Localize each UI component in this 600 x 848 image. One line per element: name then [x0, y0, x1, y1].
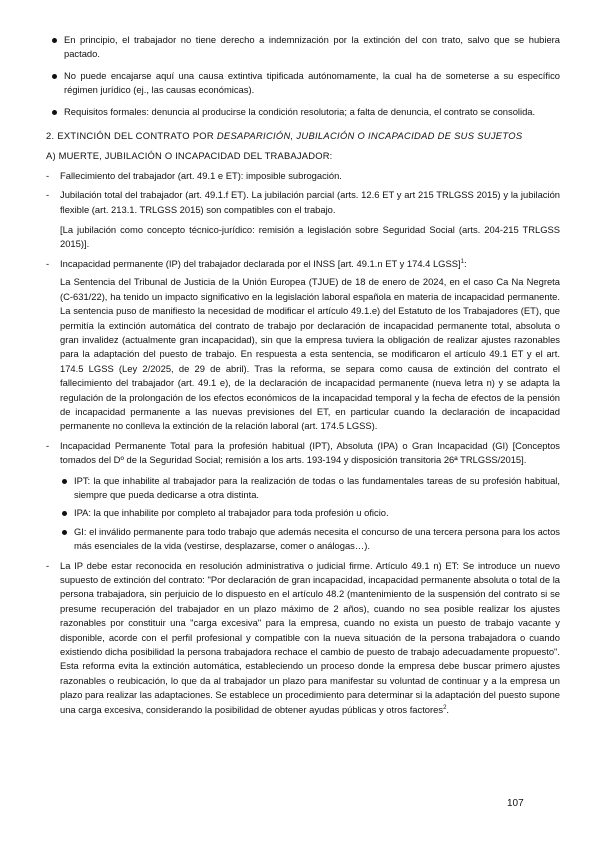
item-permanent-incapacity [46, 257, 560, 434]
item-ip-types [46, 439, 560, 554]
dash-mark: - [46, 439, 50, 451]
item-retirement-note: [La jubilación como concepto técnico-jurídico: remisión a legislación sobre Seguridad Social (arts. 204-215 TRLGSS 2015)]. [60, 224, 560, 250]
item-retirement-text: Jubilación total del trabajador (art. 49.1.f ET). La jubilación parcial (arts. 12.6 ET y art 215 TRLGSS 2015) y la jubilación flexible (art. 213.1. TRLGSS 2015) son compatibles con el trabajo. [60, 189, 560, 215]
footnote-ref-1[interactable]: 1 [460, 258, 464, 265]
dash-mark: - [46, 257, 50, 269]
section-heading-prefix: 2. EXTINCIÓN DEL CONTRATO POR [46, 130, 217, 142]
page-content [46, 33, 560, 722]
dash-mark: - [46, 559, 50, 571]
ip-intro-text: Incapacidad permanente (IP) del trabajador declarada por el INSS [art. 49.1.n ET y 174.4 LGSS] [60, 257, 461, 269]
item-ip-recognition-text [60, 559, 560, 717]
bullet-no-indemnity: En principio, el trabajador no tiene derecho a indemnización por la extinción del con trato, salvo que se hubiera pactado. [46, 33, 560, 62]
dash-mark: - [46, 189, 50, 201]
bullet-formal-requirements: Requisitos formales: denuncia al producirse la condición resolutoria; a falta de denuncia, el contrato se consolida. [46, 105, 560, 119]
ip-types-bullet-list [60, 474, 560, 554]
item-ip-recognition [46, 559, 560, 717]
ip-recognition-end: . [446, 703, 450, 715]
footnote-ref-2[interactable]: 2 [443, 704, 447, 711]
bullet-ipt: IPT: la que inhabilite al trabajador para la realización de todas o las fundamentales tareas de su profesión habitual, siempre que pueda dedicarse a otra distinta. [60, 474, 560, 503]
dash-mark: - [46, 169, 50, 181]
bullet-ipa: IPA: la que inhabilite por completo al trabajador para toda profesión u oficio. [60, 506, 560, 520]
page-number: 107 [507, 798, 524, 809]
ip-intro-end: : [463, 257, 467, 269]
top-bullet-list [46, 33, 560, 119]
item-ip-types-text: Incapacidad Permanente Total para la profesión habitual (IPT), Absoluta (IPA) o Gran Incapacidad (GI) [Conceptos tomados del Dº de la Seguridad Social; remisión a los arts. 193-194 y disposición transitoria 26ª TRLGSS/2015]. [60, 439, 560, 466]
item-retirement [46, 188, 560, 252]
ip-recognition-body: La IP debe estar reconocida en resolución administrativa o judicial firme. Artículo 49.1 n) ET: Se introduce un nuevo supuesto de extinción del contrato: "Por declaración de gran incapacidad, incapacidad permanente absoluta o total de la persona trabajadora, sin perjuicio de lo dispuesto en el artículo 48.2 (mantenimiento de la suspensión del contrato si se presume recuperación del trabajador en un plazo máximo de 2 años), cuando no sea posible realizar los ajustes razonables por constituir una "carga excesiva" para la empresa, cuando no exista un puesto de trabajo vacante y disponible, acorde con el perfil profesional y compatible con la nueva situación de la persona trabajadora o cuando existiendo dicha posibilidad la persona trabajadora rechace el cambio de puesto de trabajo adecuadamente propuesto". Esta reforma evita la extinción automática, estableciendo un proceso donde la empresa debe buscar primero ajustes razonables o reubicación, lo que da al trabajador un plazo para manifestar su voluntad de continuar y a la empresa un plazo para realizar las adaptaciones. Se establece un procedimiento para determinar si la adaptación del puesto supone una carga excesiva, considerando la posibilidad de obtener ayudas públicas y otros factores [60, 559, 561, 715]
bullet-gi: GI: el inválido permanente para todo trabajo que además necesita el concurso de una tercera persona para los actos más esenciales de la vida (vestirse, desplazarse, comer o análogas…). [60, 525, 560, 554]
section-heading [46, 129, 560, 143]
section-heading-italic: DESAPARICIÓN, JUBILACIÓN O INCAPACIDAD DE SUS SUJETOS [216, 130, 523, 142]
item-death [46, 169, 560, 183]
item-ip-intro [60, 257, 560, 271]
bullet-no-autonomous-cause: No puede encajarse aquí una causa extintiva tipificada autónomamente, la cual ha de someterse a su específico régimen jurídico (ej., las causas económicas). [46, 69, 560, 98]
item-ip-paragraph: La Sentencia del Tribunal de Justicia de la Unión Europea (TJUE) de 18 de enero de 2024, en el caso Ca Na Negreta (C-631/22), ha tenido un impacto significativo en la legislación laboral española en materia de incapacidad permanente. La sentencia puso de manifiesto la necesidad de modificar el artículo 49.1.e) del Estatuto de los Trabajadores (ET), que permitía la extinción automática del contrato de trabajo por declaración de incapacidad permanente total, absoluta o gran invalidez (actualmente gran incapacidad), sin que la empresa tuviera la obligación de realizar ajustes razonables para la adaptación del puesto de trabajo. En respuesta a esta sentencia, se modificaron el artículo 49.1 ET y el art. 174.5 LGSS (Ley 2/2025, de 29 de abril). Tras la reforma, se separa como causa de extinción del contrato el fallecimiento del trabajador (art. 49.1 e), de la declaración de incapacidad permanente (nueva letra n) y se adapta la regulación de la prolongación de los efectos económicos de la incapacidad temporal y la fecha de efectos de la pensión de incapacidad permanente a las nuevas previsiones del ET, en particular cuando la declaración de incapacidad permanente no conlleva la extinción de la relación laboral (art. 174.5 LGSS). [60, 276, 560, 432]
subsection-heading: A) MUERTE, JUBILACIÓN O INCAPACIDAD DEL TRABAJADOR: [46, 150, 333, 162]
item-death-text: Fallecimiento del trabajador (art. 49.1 e ET): imposible subrogación. [60, 169, 342, 181]
